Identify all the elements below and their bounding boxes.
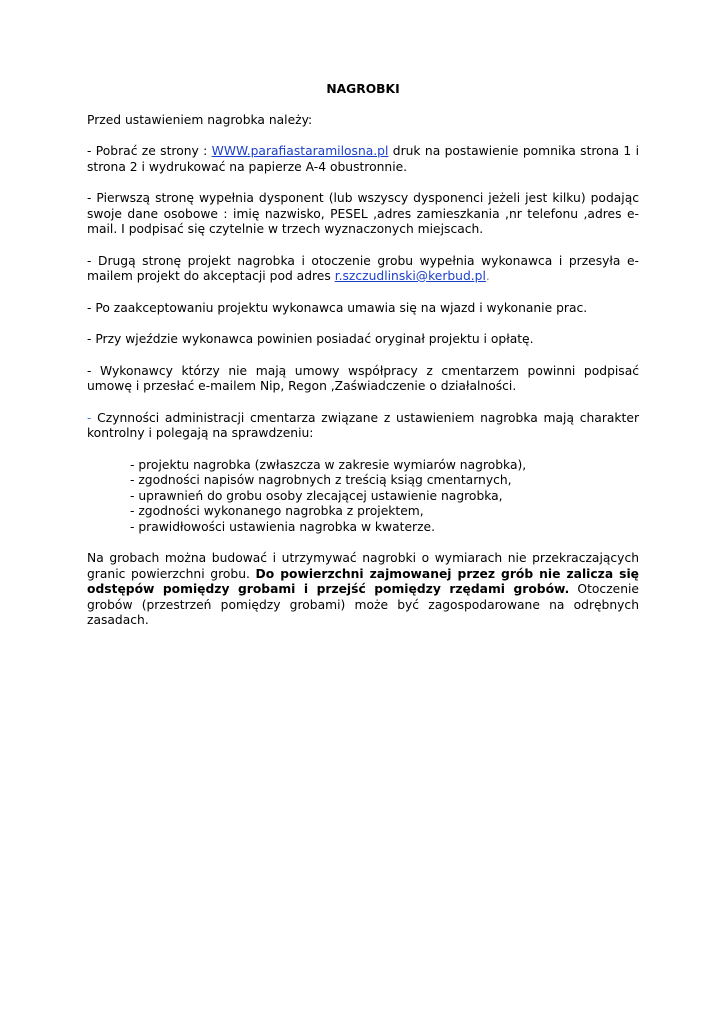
step-accept-paragraph: - Po zaakceptowaniu projektu wykonawca umawia się na wjazd i wykonanie prac. (87, 300, 588, 315)
step-contractor-prefix: - Drugą stronę projekt nagrobka i otoczenie grobu wypełnia wykonawca i przesyła e-mailem projekt do akceptacji pod adres (87, 253, 639, 283)
size-rules-bold: Do powierzchni zajmowanej przez grób nie zalicza się odstępów pomiędzy grobami i przejść pomiędzy rzędami grobów. (87, 566, 639, 596)
step-download-paragraph (87, 144, 639, 175)
admin-duties-paragraph (87, 411, 639, 442)
size-rules-text-2: Otoczenie grobów (przestrzeń pomiędzy grobami) może być zagospodarowane na odrębnych zasadach. (87, 582, 639, 627)
checklist (87, 458, 639, 536)
document-page (87, 82, 639, 645)
admin-duties-dash: - (87, 410, 92, 425)
checklist-item: - uprawnień do grobu osoby zlecającej ustawienie nagrobka, (130, 488, 503, 503)
contractor-email-link[interactable]: r.szczudlinski@kerbud.pl (334, 269, 486, 283)
step-download-suffix: druk na postawienie pomnika strona 1 i strona 2 i wydrukować na papierze A-4 obustronnie. (87, 144, 639, 174)
step-contractor-paragraph (87, 254, 639, 285)
checklist-item: - zgodności napisów nagrobnych z treścią ksiąg cmentarnych, (130, 473, 512, 487)
intro-paragraph: Przed ustawieniem nagrobka należy: (87, 112, 313, 127)
step-entry-paragraph: - Przy wjeździe wykonawca powinien posiadać oryginał projektu i opłatę. (87, 332, 534, 346)
step-download-prefix: - Pobrać ze strony : (87, 144, 212, 158)
size-rules-paragraph (87, 551, 639, 629)
checklist-item: - projektu nagrobka (zwłaszcza w zakresie wymiarów nagrobka), (130, 457, 527, 472)
checklist-item: - zgodności wykonanego nagrobka z projektem, (130, 504, 424, 518)
size-rules-text-1: Na grobach można budować i utrzymywać nagrobki o wymiarach nie przekraczających granic powierzchni grobu. (87, 551, 639, 581)
step-contractor-suffix: . (485, 269, 490, 283)
step-agreement-paragraph: - Wykonawcy którzy nie mają umowy współpracy z cmentarzem powinni podpisać umowę i przesłać e-mailem Nip, Regon ,Zaświadczenie o działalności. (87, 363, 639, 393)
checklist-item: - prawidłowości ustawienia nagrobka w kwaterze. (130, 519, 436, 534)
admin-duties-text: Czynności administracji cmentarza związane z ustawieniem nagrobka mają charakter kontrolny i polegają na sprawdzeniu: (87, 410, 639, 440)
document-title: NAGROBKI (326, 82, 400, 96)
step-owner-paragraph: - Pierwszą stronę wypełnia dysponent (lub wszyscy dysponenci jeżeli jest kilku) podając swoje dane osobowe : imię nazwisko, PESEL ,adres zamieszkania ,nr telefonu ,adres e-mail. I podpisać się czytelnie w trzech wyznaczonych miejscach. (87, 191, 639, 236)
parish-website-link[interactable]: WWW.parafiastaramilosna.pl (211, 144, 389, 158)
